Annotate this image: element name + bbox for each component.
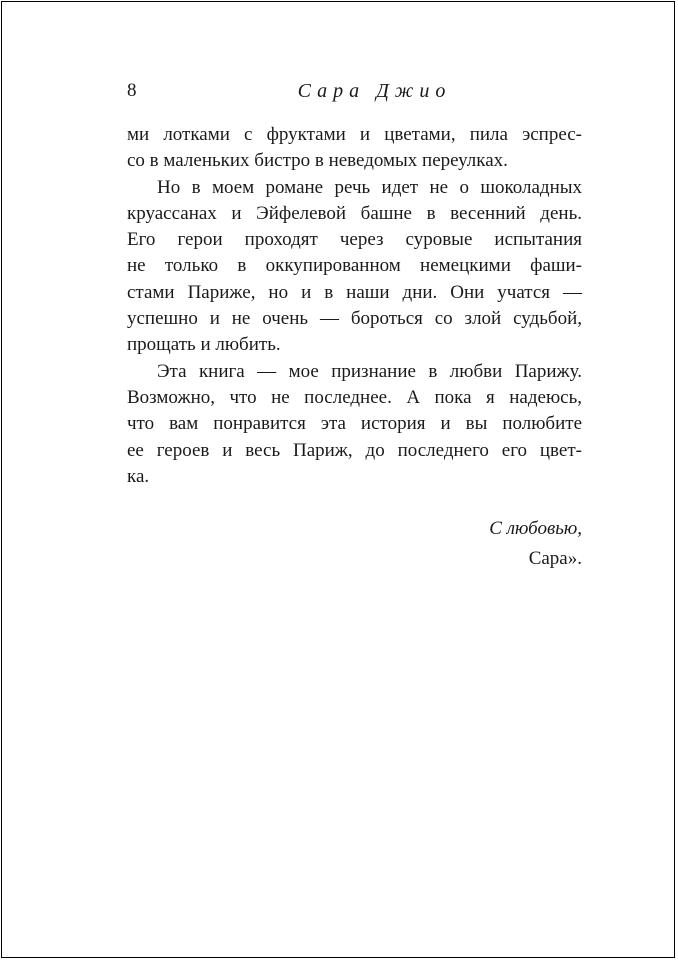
text-line: Возможно, что не последнее. А пока я надеюсь,: [127, 386, 582, 408]
text-line: ми лотками с фруктами и цветами, пила эспрес-: [127, 124, 582, 145]
text-line: круассанах и Эйфелевой башне в весенний день.: [127, 202, 582, 224]
text-line: успешно и не очень — бороться со злой судьбой,: [127, 308, 582, 330]
text-line: Эта книга — мое признание в любви Парижу.: [157, 360, 582, 382]
signature: [127, 514, 582, 574]
text-line: ка.: [127, 465, 150, 487]
body-text: [127, 122, 582, 490]
text-line: стами Париже, но и в наши дни. Они учатся —: [127, 281, 582, 303]
signature-closing: С любовью,: [489, 518, 582, 539]
signature-name: Сара».: [528, 548, 582, 569]
page-number: 8: [127, 80, 137, 101]
paragraph: [127, 175, 582, 359]
text-line: что вам понравится эта история и вы полюбите: [127, 413, 582, 435]
running-head-author: Сара Джио: [297, 80, 452, 102]
text-line: прощать и любить.: [127, 334, 281, 356]
text-line: со в маленьких бистро в неведомых переулках.: [127, 150, 508, 172]
text-line: Но в моем романе речь идет не о шоколадных: [157, 176, 582, 198]
text-line: ее героев и весь Париж, до последнего его цвет-: [127, 439, 582, 461]
running-head: [127, 78, 582, 104]
paragraph: [127, 122, 582, 175]
text-line: не только в оккупированном немецкими фаши-: [127, 255, 582, 277]
text-line: Его герои проходят через суровые испытания: [127, 229, 582, 251]
paragraph: [127, 359, 582, 490]
